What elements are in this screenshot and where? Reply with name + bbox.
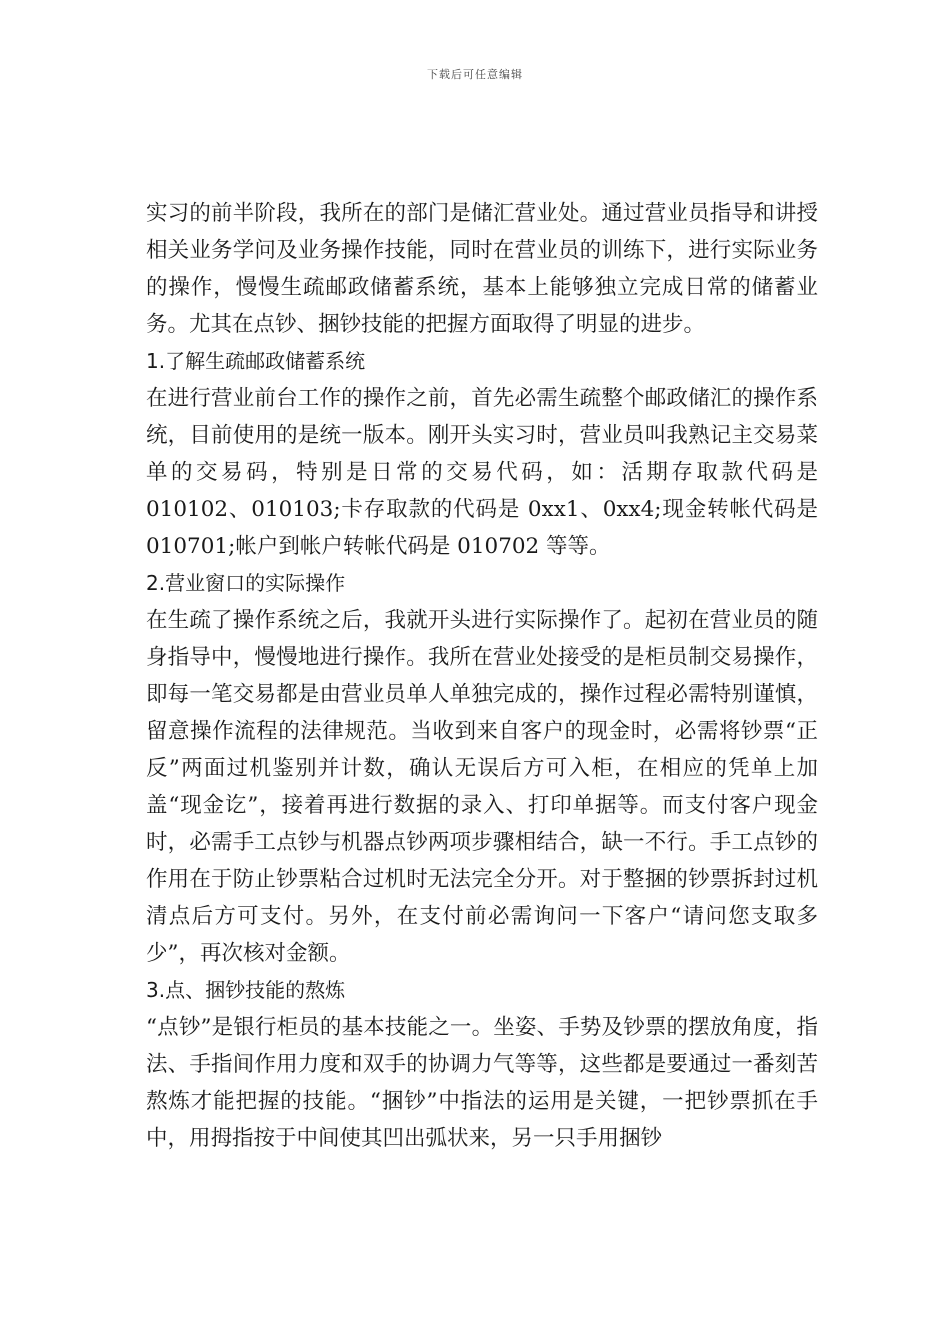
document-body [146, 195, 818, 1157]
header-note: 下载后可任意编辑 [427, 68, 523, 81]
section-3-paragraph: “点钞”是银行柜员的基本技能之一。坐姿、手势及钞票的摆放角度，指法、手指间作用力度和双手的协调力气等等，这些都是要通过一番刻苦熬炼才能把握的技能。“捆钞”中指法的运用是关键，一把钞票抓在手中，用拇指按于中间使其凹出弧状来，另一只手用捆钞 [146, 1015, 818, 1151]
intro-paragraph: 实习的前半阶段，我所在的部门是储汇营业处。通过营业员指导和讲授相关业务学问及业务操作技能，同时在营业员的训练下，进行实际业务的操作，慢慢生疏邮政储蓄系统，基本上能够独立完成日常的储蓄业务。尤其在点钞、捆钞技能的把握方面取得了明显的进步。 [146, 201, 818, 337]
section-2-paragraph: 在生疏了操作系统之后，我就开头进行实际操作了。起初在营业员的随身指导中，慢慢地进行操作。我所在营业处接受的是柜员制交易操作，即每一笔交易都是由营业员单人单独完成的，操作过程必需特别谨慎，留意操作流程的法律规范。当收到来自客户的现金时，必需将钞票“正反”两面过机鉴别并计数，确认无误后方可入柜，在相应的凭单上加盖“现金讫”，接着再进行数据的录入、打印单据等。而支付客户现金时，必需手工点钞与机器点钞两项步骤相结合，缺一不行。手工点钞的作用在于防止钞票粘合过机时无法完全分开。对于整捆的钞票拆封过机清点后方可支付。另外，在支付前必需询问一下客户“请问您支取多少”，再次核对金额。 [146, 608, 818, 966]
section-3-heading: 3.点、捆钞技能的熬炼 [146, 978, 346, 1002]
section-1-heading: 1.了解生疏邮政储蓄系统 [146, 349, 366, 373]
section-1-paragraph: 在进行营业前台工作的操作之前，首先必需生疏整个邮政储汇的操作系统，目前使用的是统一版本。刚开头实习时，营业员叫我熟记主交易菜单的交易码，特别是日常的交易代码，如：活期存取款代码是 010102、010103;卡存取款的代码是 0xx1、0xx4;现金转帐代码是 010701;帐户到帐户转帐代码是 010702 等等。 [146, 386, 818, 559]
section-2-heading: 2.营业窗口的实际操作 [146, 571, 346, 595]
